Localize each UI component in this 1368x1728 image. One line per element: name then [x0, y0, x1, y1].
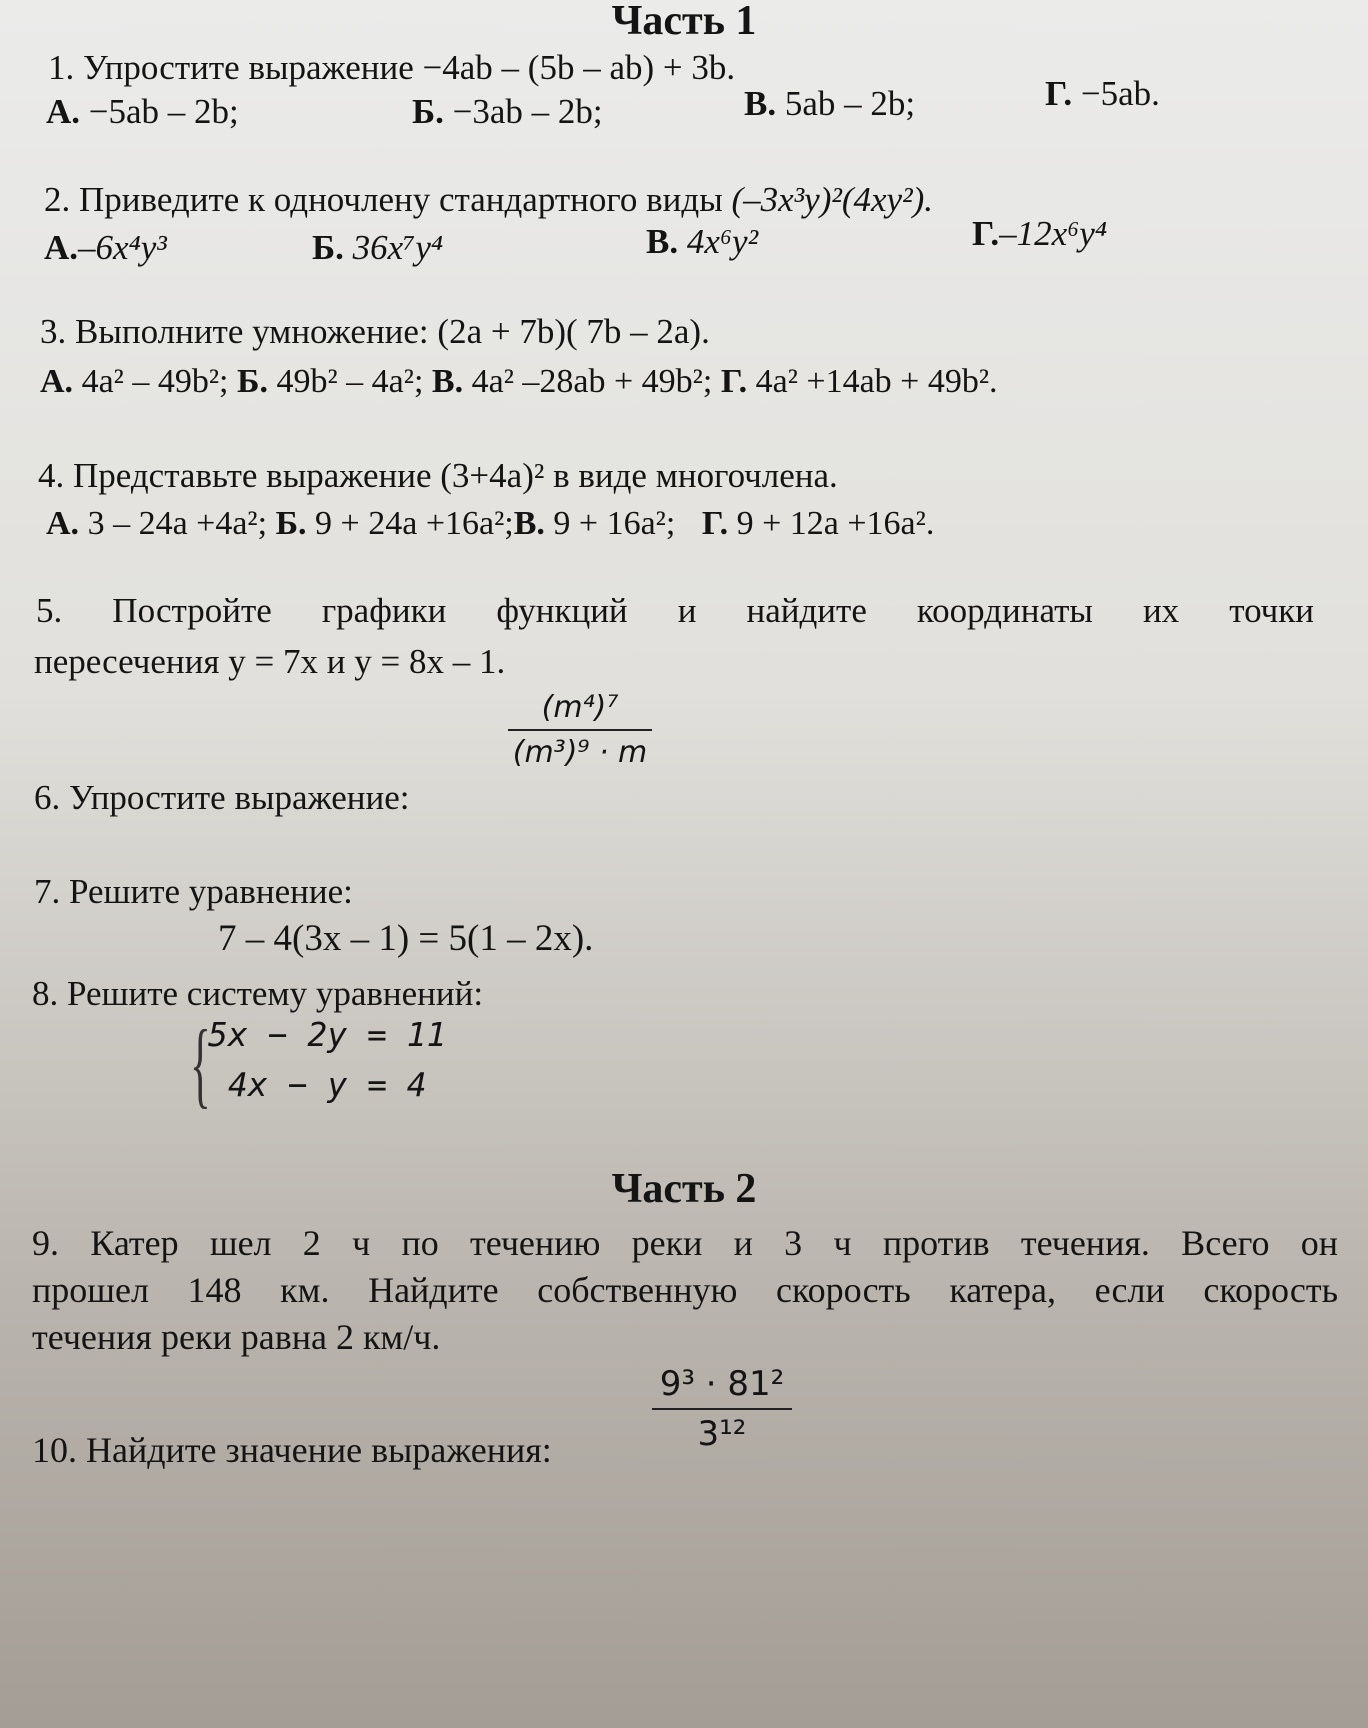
option-letter: Б.: [237, 363, 268, 400]
question-3-options: [40, 362, 998, 401]
question-2-option-b: [312, 228, 443, 268]
question-8-equation-2: 4x − y = 4: [228, 1065, 427, 1104]
fraction-denominator: (m³)⁹ · m: [512, 735, 648, 770]
prompt-text: 2. Приведите к одночлену стандартного виды: [44, 180, 732, 219]
option-text: 4a² – 49b²;: [81, 363, 229, 400]
part2-heading: Часть 2: [611, 1166, 757, 1212]
question-2-option-d: [972, 214, 1107, 254]
option-text: 4a² –28ab + 49b²;: [471, 363, 713, 400]
option-letter: А.: [44, 228, 79, 267]
question-1-option-a: [46, 92, 239, 132]
option-letter: Б.: [412, 92, 444, 131]
question-10-fraction: [652, 1364, 792, 1454]
option-letter: В.: [431, 363, 464, 400]
option-text: 36x⁷y⁴: [352, 228, 444, 267]
fraction-numerator: 9³ · 81²: [659, 1364, 785, 1404]
question-10-prompt: 10. Найдите значение выражения:: [32, 1430, 552, 1470]
question-1-option-c: [744, 84, 915, 124]
option-letter: Г.: [972, 214, 1000, 253]
question-5-line-1: 5. Постройте графики функций и найдите координаты их точки: [36, 591, 1314, 630]
prompt-expression: (–3x³y)²(4xy²).: [731, 180, 933, 219]
option-text: 49b² – 4a²;: [276, 363, 424, 400]
option-letter: А.: [46, 92, 81, 131]
question-3-prompt: 3. Выполните умножение: (2a + 7b)( 7b – 2a).: [40, 312, 710, 351]
question-1-prompt: 1. Упростите выражение −4ab – (5b – ab) + 3b.: [48, 48, 736, 87]
question-4-options: [46, 504, 934, 543]
question-2-prompt: [44, 180, 933, 220]
option-text: 4x⁶y²: [686, 222, 759, 261]
question-4-prompt: 4. Представьте выражение (3+4a)² в виде многочлена.: [38, 456, 838, 495]
option-letter: А.: [46, 505, 80, 542]
fraction-bar: [508, 729, 652, 731]
option-text: 9 + 16a²;: [553, 505, 676, 542]
fraction-denominator: 3¹²: [697, 1414, 747, 1454]
option-letter: Б.: [275, 505, 307, 542]
option-text: 9 + 12a +16a².: [736, 505, 935, 542]
system-brace-icon: {: [190, 1010, 211, 1117]
option-letter: А.: [40, 363, 74, 400]
option-text: –6x⁴y³: [78, 228, 167, 267]
question-1-option-b: [412, 92, 603, 132]
question-2-option-c: [646, 222, 758, 262]
option-text: 5ab – 2b;: [776, 84, 916, 123]
option-letter: В.: [744, 84, 777, 123]
option-text: −5ab.: [1072, 74, 1160, 113]
question-9-line-1: 9. Катер шел 2 ч по течению реки и 3 ч против течения. Всего он: [32, 1223, 1338, 1263]
question-2-option-a: [44, 228, 167, 268]
option-letter: Г.: [720, 363, 748, 400]
question-1-option-d: [1045, 74, 1160, 114]
option-text: 9 + 24a +16a²;: [315, 505, 514, 542]
question-7-equation: 7 – 4(3x – 1) = 5(1 – 2x).: [218, 918, 594, 959]
option-letter: Г.: [701, 505, 729, 542]
question-6-prompt: 6. Упростите выражение:: [34, 778, 410, 817]
question-5-line-2: пересечения y = 7x и y = 8x – 1.: [34, 642, 506, 681]
question-8-prompt: 8. Решите систему уравнений:: [32, 974, 484, 1013]
option-letter: В.: [513, 505, 545, 542]
option-text: 3 – 24a +4a²;: [87, 505, 268, 542]
question-9-text: [32, 1220, 1338, 1360]
option-letter: Г.: [1045, 74, 1073, 113]
question-9-line-2: прошел 148 км. Найдите собственную скорость катера, если скорость: [32, 1269, 1338, 1310]
fraction-bar: [652, 1408, 792, 1410]
option-text: 4a² +14ab + 49b².: [755, 363, 998, 400]
question-6-fraction: [508, 690, 652, 770]
part1-heading: Часть 1: [611, 0, 757, 44]
fraction-numerator: (m⁴)⁷: [541, 690, 619, 725]
option-text: −3ab – 2b;: [443, 92, 603, 131]
option-text: −5ab – 2b;: [80, 92, 239, 131]
question-8-equation-1: 5x − 2y = 11: [208, 1015, 447, 1054]
question-9-line-3: течения реки равна 2 км/ч.: [32, 1316, 441, 1357]
option-letter: Б.: [312, 228, 344, 267]
option-text: –12x⁶y⁴: [999, 214, 1107, 253]
option-letter: В.: [646, 222, 679, 261]
question-7-prompt: 7. Решите уравнение:: [34, 872, 353, 911]
